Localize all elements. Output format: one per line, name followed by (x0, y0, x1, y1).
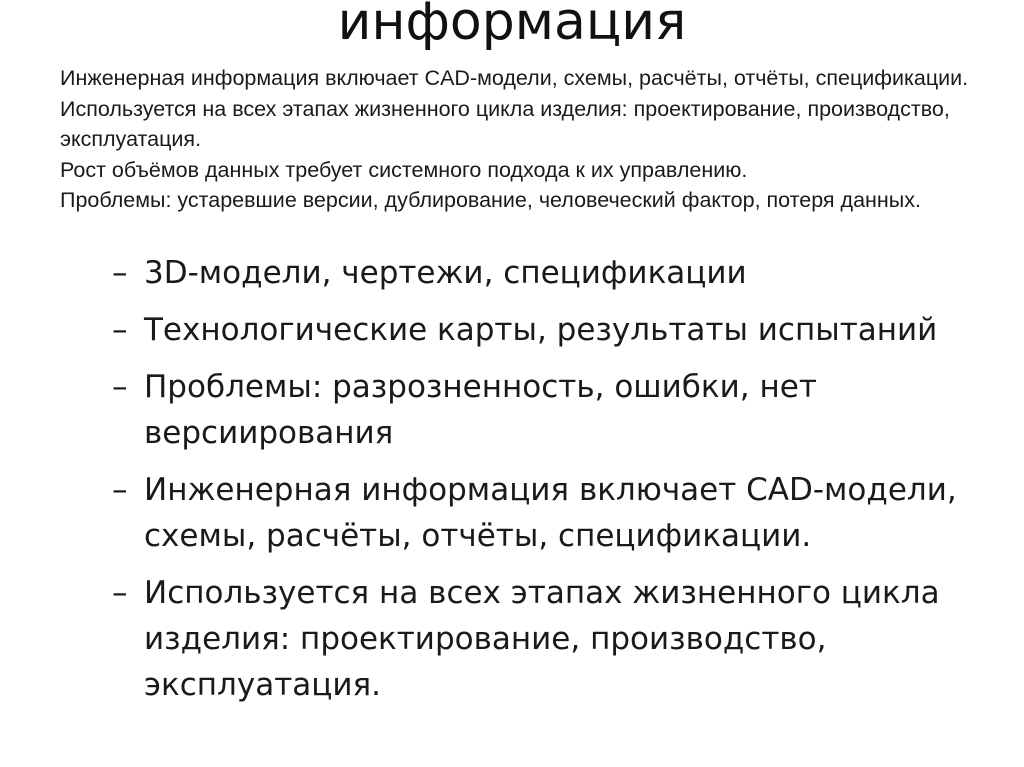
bullet-marker: – (112, 575, 128, 611)
bullet-item (112, 467, 992, 559)
overlay-line: Инженерная информация включает CAD-модели, схемы, расчёты, отчёты, спецификации. (60, 66, 969, 90)
bullet-text: Инженерная информация включает CAD-модели, схемы, расчёты, отчёты, спецификации. (144, 472, 957, 554)
bullet-text: 3D-модели, чертежи, спецификации (144, 255, 747, 291)
overlay-line: Используется на всех этапах жизненного цикла изделия: проектирование, производство, эксплуатация. (60, 96, 950, 151)
bullet-text: Технологические карты, результаты испытаний (144, 312, 938, 348)
bullet-item (112, 250, 992, 296)
bullet-marker: – (112, 369, 128, 405)
bullet-item (112, 570, 992, 708)
overlay-line: Проблемы: устаревшие версии, дублирование, человеческий фактор, потеря данных. (60, 188, 921, 212)
bullet-text: Проблемы: разрозненность, ошибки, нет версиирования (144, 369, 817, 451)
bullet-item (112, 307, 992, 353)
bullet-item (112, 364, 992, 456)
bullet-marker: – (112, 312, 128, 348)
overlay-text-block (60, 63, 990, 216)
overlay-line: Рост объёмов данных требует системного подхода к их управлению. (60, 157, 748, 182)
bullet-marker: – (112, 472, 128, 508)
bullet-marker: – (112, 255, 128, 291)
bullet-text: Используется на всех этапах жизненного цикла изделия: проектирование, производство, эксплуатация. (144, 575, 940, 703)
slide-title: информация (337, 0, 687, 52)
bullet-list (112, 250, 992, 719)
